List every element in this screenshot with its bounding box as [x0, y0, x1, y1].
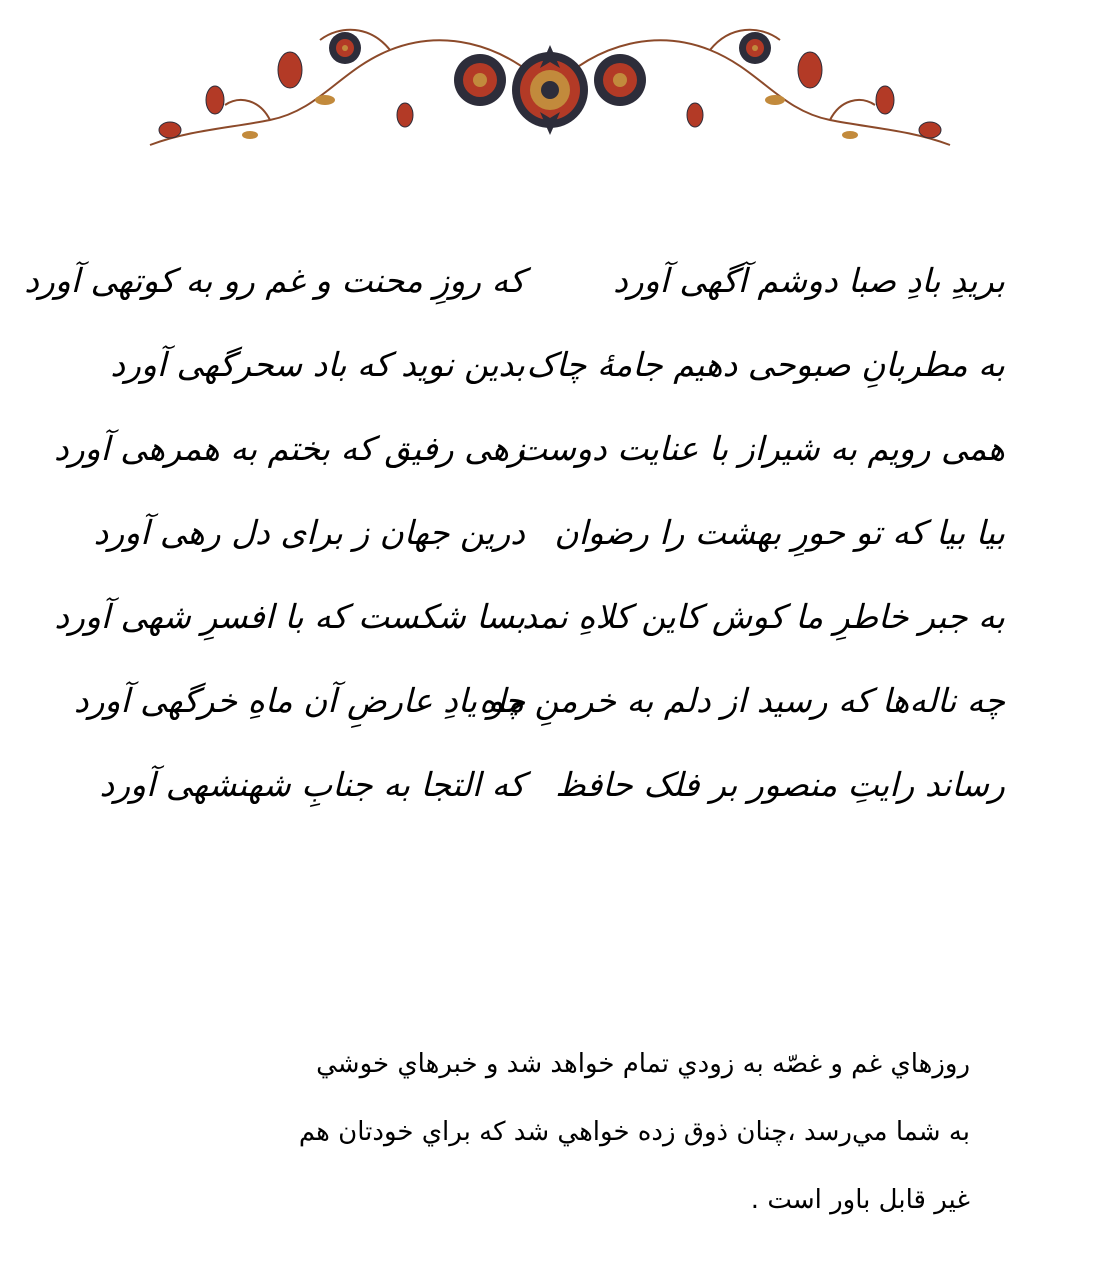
- couplet: [54, 408, 1010, 488]
- hemistich-left: بسا شکست که با افسرِ شهی آورد: [54, 596, 525, 636]
- hemistich-right: به مطربانِ صبوحی دهیم جامهٔ چاک: [526, 344, 1005, 384]
- interpretation-paragraph: [140, 1030, 970, 1234]
- couplet: [54, 576, 1010, 656]
- hemistich-left: چو یادِ عارضِ آن ماهِ خرگهی آورد: [73, 680, 525, 720]
- hemistich-left: بدین نوید که باد سحرگهی آورد: [110, 344, 525, 384]
- couplet: [73, 660, 1010, 740]
- couplet: [99, 744, 1010, 824]
- hemistich-left: درین جهان ز برای دل رهی آورد: [93, 512, 525, 552]
- paragraph-line: غير قابل باور است .: [750, 1185, 970, 1215]
- hemistich-right: بریدِ بادِ صبا دوشم آگهی آورد: [613, 260, 1005, 300]
- hemistich-right: چه ناله‌ها که رسید از دلم به خرمنِ ماه: [479, 680, 1005, 720]
- hemistich-left: که روزِ محنت و غم رو به کوتهی آورد: [24, 260, 525, 300]
- hemistich-right: به جبر خاطرِ ما کوش کاین کلاهِ نمد: [522, 596, 1005, 636]
- hemistich-right: همی رویم به شیراز با عنایت دوست: [516, 428, 1005, 468]
- paragraph-line: به شما مي‌رسد ،چنان ذوق زده خواهي شد كه براي خودتان هم: [298, 1117, 970, 1147]
- couplet: [93, 492, 1010, 572]
- hemistich-left: زهی رفیق که بختم به همرهی آورد: [54, 428, 525, 468]
- couplet: [24, 240, 1010, 320]
- hemistich-right: رساند رایتِ منصور بر فلک حافظ: [555, 764, 1005, 804]
- floral-ornament-icon: [140, 20, 960, 155]
- hemistich-left: که التجا به جنابِ شهنشهی آورد: [99, 764, 525, 804]
- hemistich-right: بیا بیا که تو حورِ بهشت را رضوان: [554, 512, 1005, 552]
- couplet: [110, 324, 1010, 404]
- poem: [24, 240, 1010, 840]
- paragraph-line: روزهاي غم و غصّه به زودي تمام خواهد شد و خبرهاي خوشي: [316, 1049, 970, 1079]
